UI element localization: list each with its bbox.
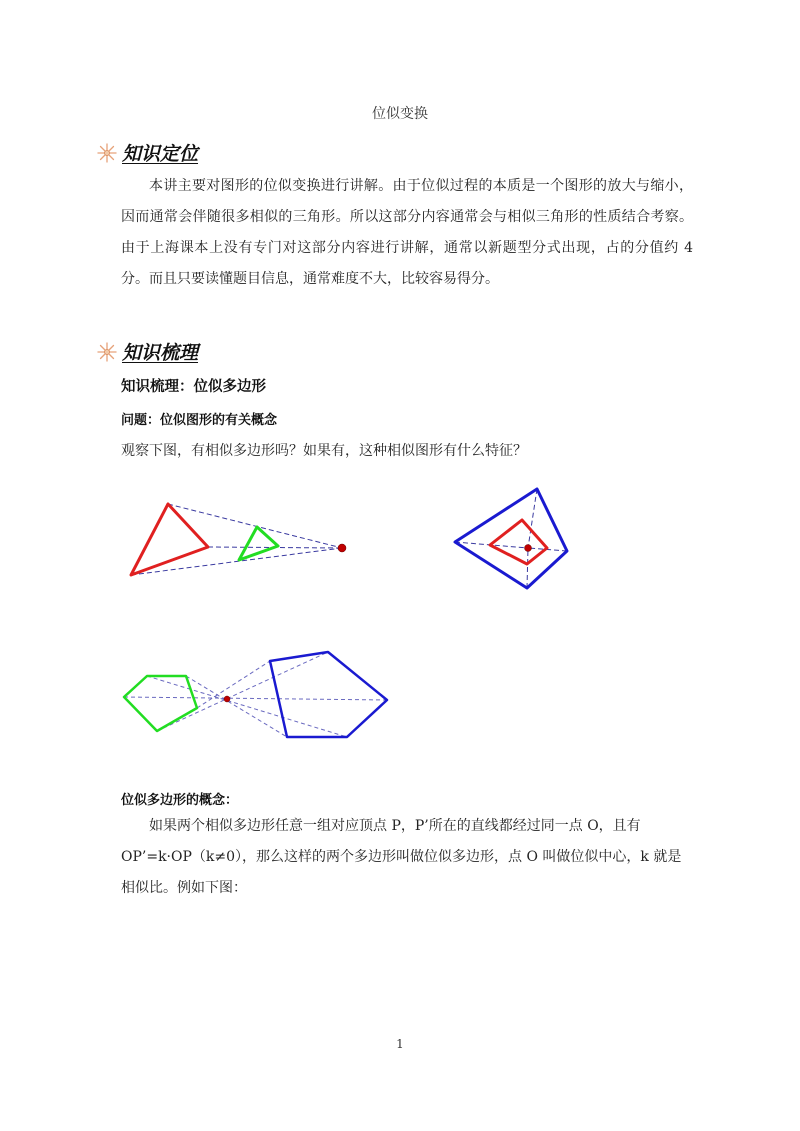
concept-heading: 位似多边形的概念： [121, 793, 239, 808]
homothety-center [224, 696, 230, 702]
large-blue-pentagon [270, 652, 387, 737]
intro-line: 因而通常会伴随很多相似的三角形。所以这部分内容通常会与相似三角形的性质结合考察。 [121, 209, 693, 225]
intro-paragraph [121, 171, 693, 295]
large-blue-quadrilateral [455, 489, 567, 588]
question-heading: 问题：位似图形的有关概念 [121, 413, 278, 428]
document-title: 位似变换 [372, 106, 428, 122]
small-green-triangle [239, 527, 278, 560]
section-heading-text: 知识梳理 [122, 342, 199, 364]
intro-line: 本讲主要对图形的位似变换进行讲解。由于位似过程的本质是一个图形的放大与缩小， [149, 178, 693, 194]
concept-line: OP’=k·OP（k≠0），那么这样的两个多边形叫做位似多边形，点 O 叫做位似中心，k 就是 [121, 849, 682, 865]
intro-line: 而且只要读懂题目信息，通常难度不大，比较容易得分。 [149, 271, 499, 287]
homothety-center [525, 545, 532, 552]
concept-line: 相似比。例如下图： [121, 880, 247, 896]
large-red-triangle [131, 504, 208, 575]
flower-icon [96, 341, 118, 363]
homothety-center [338, 544, 346, 552]
section-heading-knowledge-review [96, 338, 198, 365]
intro-line: 由于上海课本上没有专门对这部分内容进行讲解，通常以新题型分式出现，占的分值约 4 分。 [121, 240, 693, 287]
small-green-pentagon [124, 676, 197, 731]
small-red-quadrilateral [490, 520, 547, 564]
concept-paragraph [121, 811, 693, 904]
figure-quadrilaterals-homothety [450, 485, 575, 595]
figure-pentagons-homothety [120, 645, 395, 745]
figure-triangles-homothety [120, 495, 360, 585]
page-number: 1 [396, 1037, 404, 1051]
concept-line: 如果两个相似多边形任意一组对应顶点 P，P’所在的直线都经过同一点 O，且有 [149, 818, 641, 834]
section-heading-text: 知识定位 [122, 143, 199, 165]
observe-text: 观察下图，有相似多边形吗？如果有，这种相似图形有什么特征？ [121, 443, 527, 459]
flower-icon [96, 142, 118, 164]
subheading: 知识梳理：位似多边形 [121, 379, 266, 395]
section-heading-knowledge-positioning [96, 139, 198, 166]
